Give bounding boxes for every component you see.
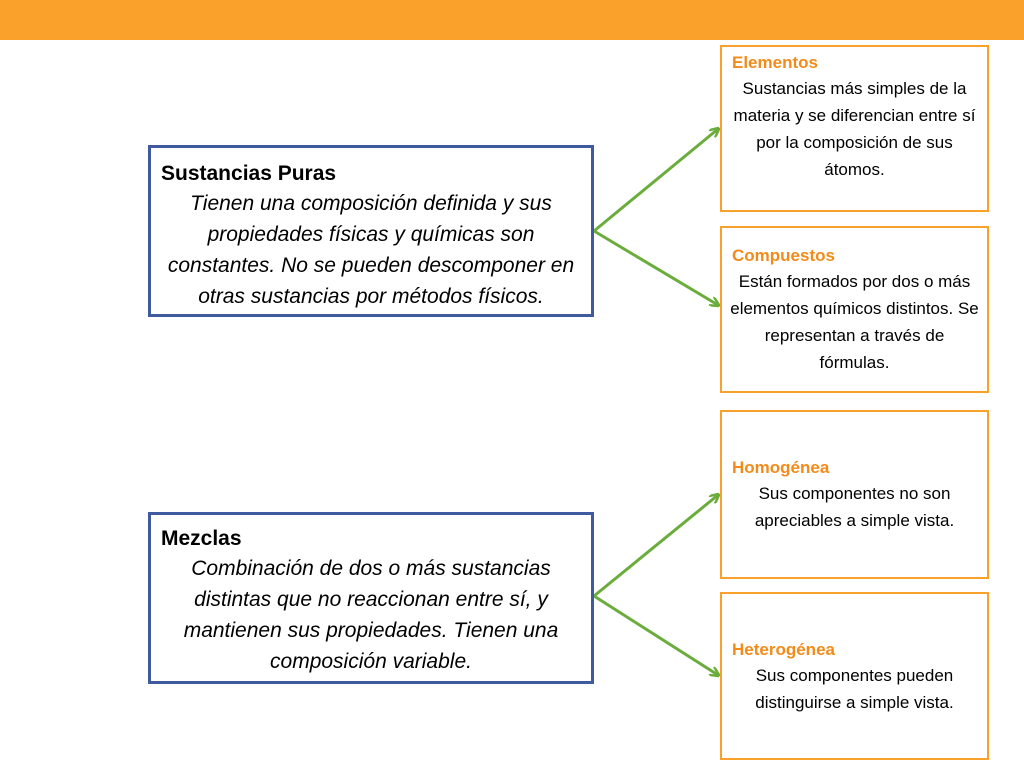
pure-substances-title: Sustancias Puras (161, 162, 337, 185)
homogeneous-title: Homogénea (732, 458, 830, 477)
mixtures-box (148, 512, 594, 684)
mixtures-desc: Combinación de dos o más sustancias distintas que no reaccionan entre sí, y mantienen sus propiedades. Tienen una composición variable. (183, 557, 559, 673)
heterogeneous-desc: Sus componentes pueden distinguirse a simple vista. (755, 666, 954, 712)
compounds-box (720, 226, 989, 393)
arrow-to-elementos (594, 129, 718, 231)
elements-title: Elementos (732, 53, 818, 72)
pure-substances-box (148, 145, 594, 317)
homogeneous-desc: Sus componentes no son apreciables a simple vista. (754, 484, 955, 530)
homogeneous-box (720, 410, 989, 579)
arrow-to-compuestos (594, 231, 718, 305)
compounds-title: Compuestos (732, 246, 835, 265)
elements-box (720, 45, 989, 212)
elements-desc: Sustancias más simples de la materia y se diferencian entre sí por la composición de sus átomos. (733, 79, 976, 179)
arrow-to-homogenea (594, 495, 718, 596)
heterogeneous-box (720, 592, 989, 760)
heterogeneous-title: Heterogénea (732, 640, 835, 659)
arrow-to-heterogenea (594, 596, 718, 675)
pure-substances-desc: Tienen una composición definida y sus propiedades físicas y químicas son constantes. No se pueden descomponer en otras sustancias por métodos físicos. (167, 192, 575, 308)
mixtures-title: Mezclas (161, 527, 242, 550)
compounds-desc: Están formados por dos o más elementos químicos distintos. Se representan a través de fórmulas. (730, 272, 979, 372)
